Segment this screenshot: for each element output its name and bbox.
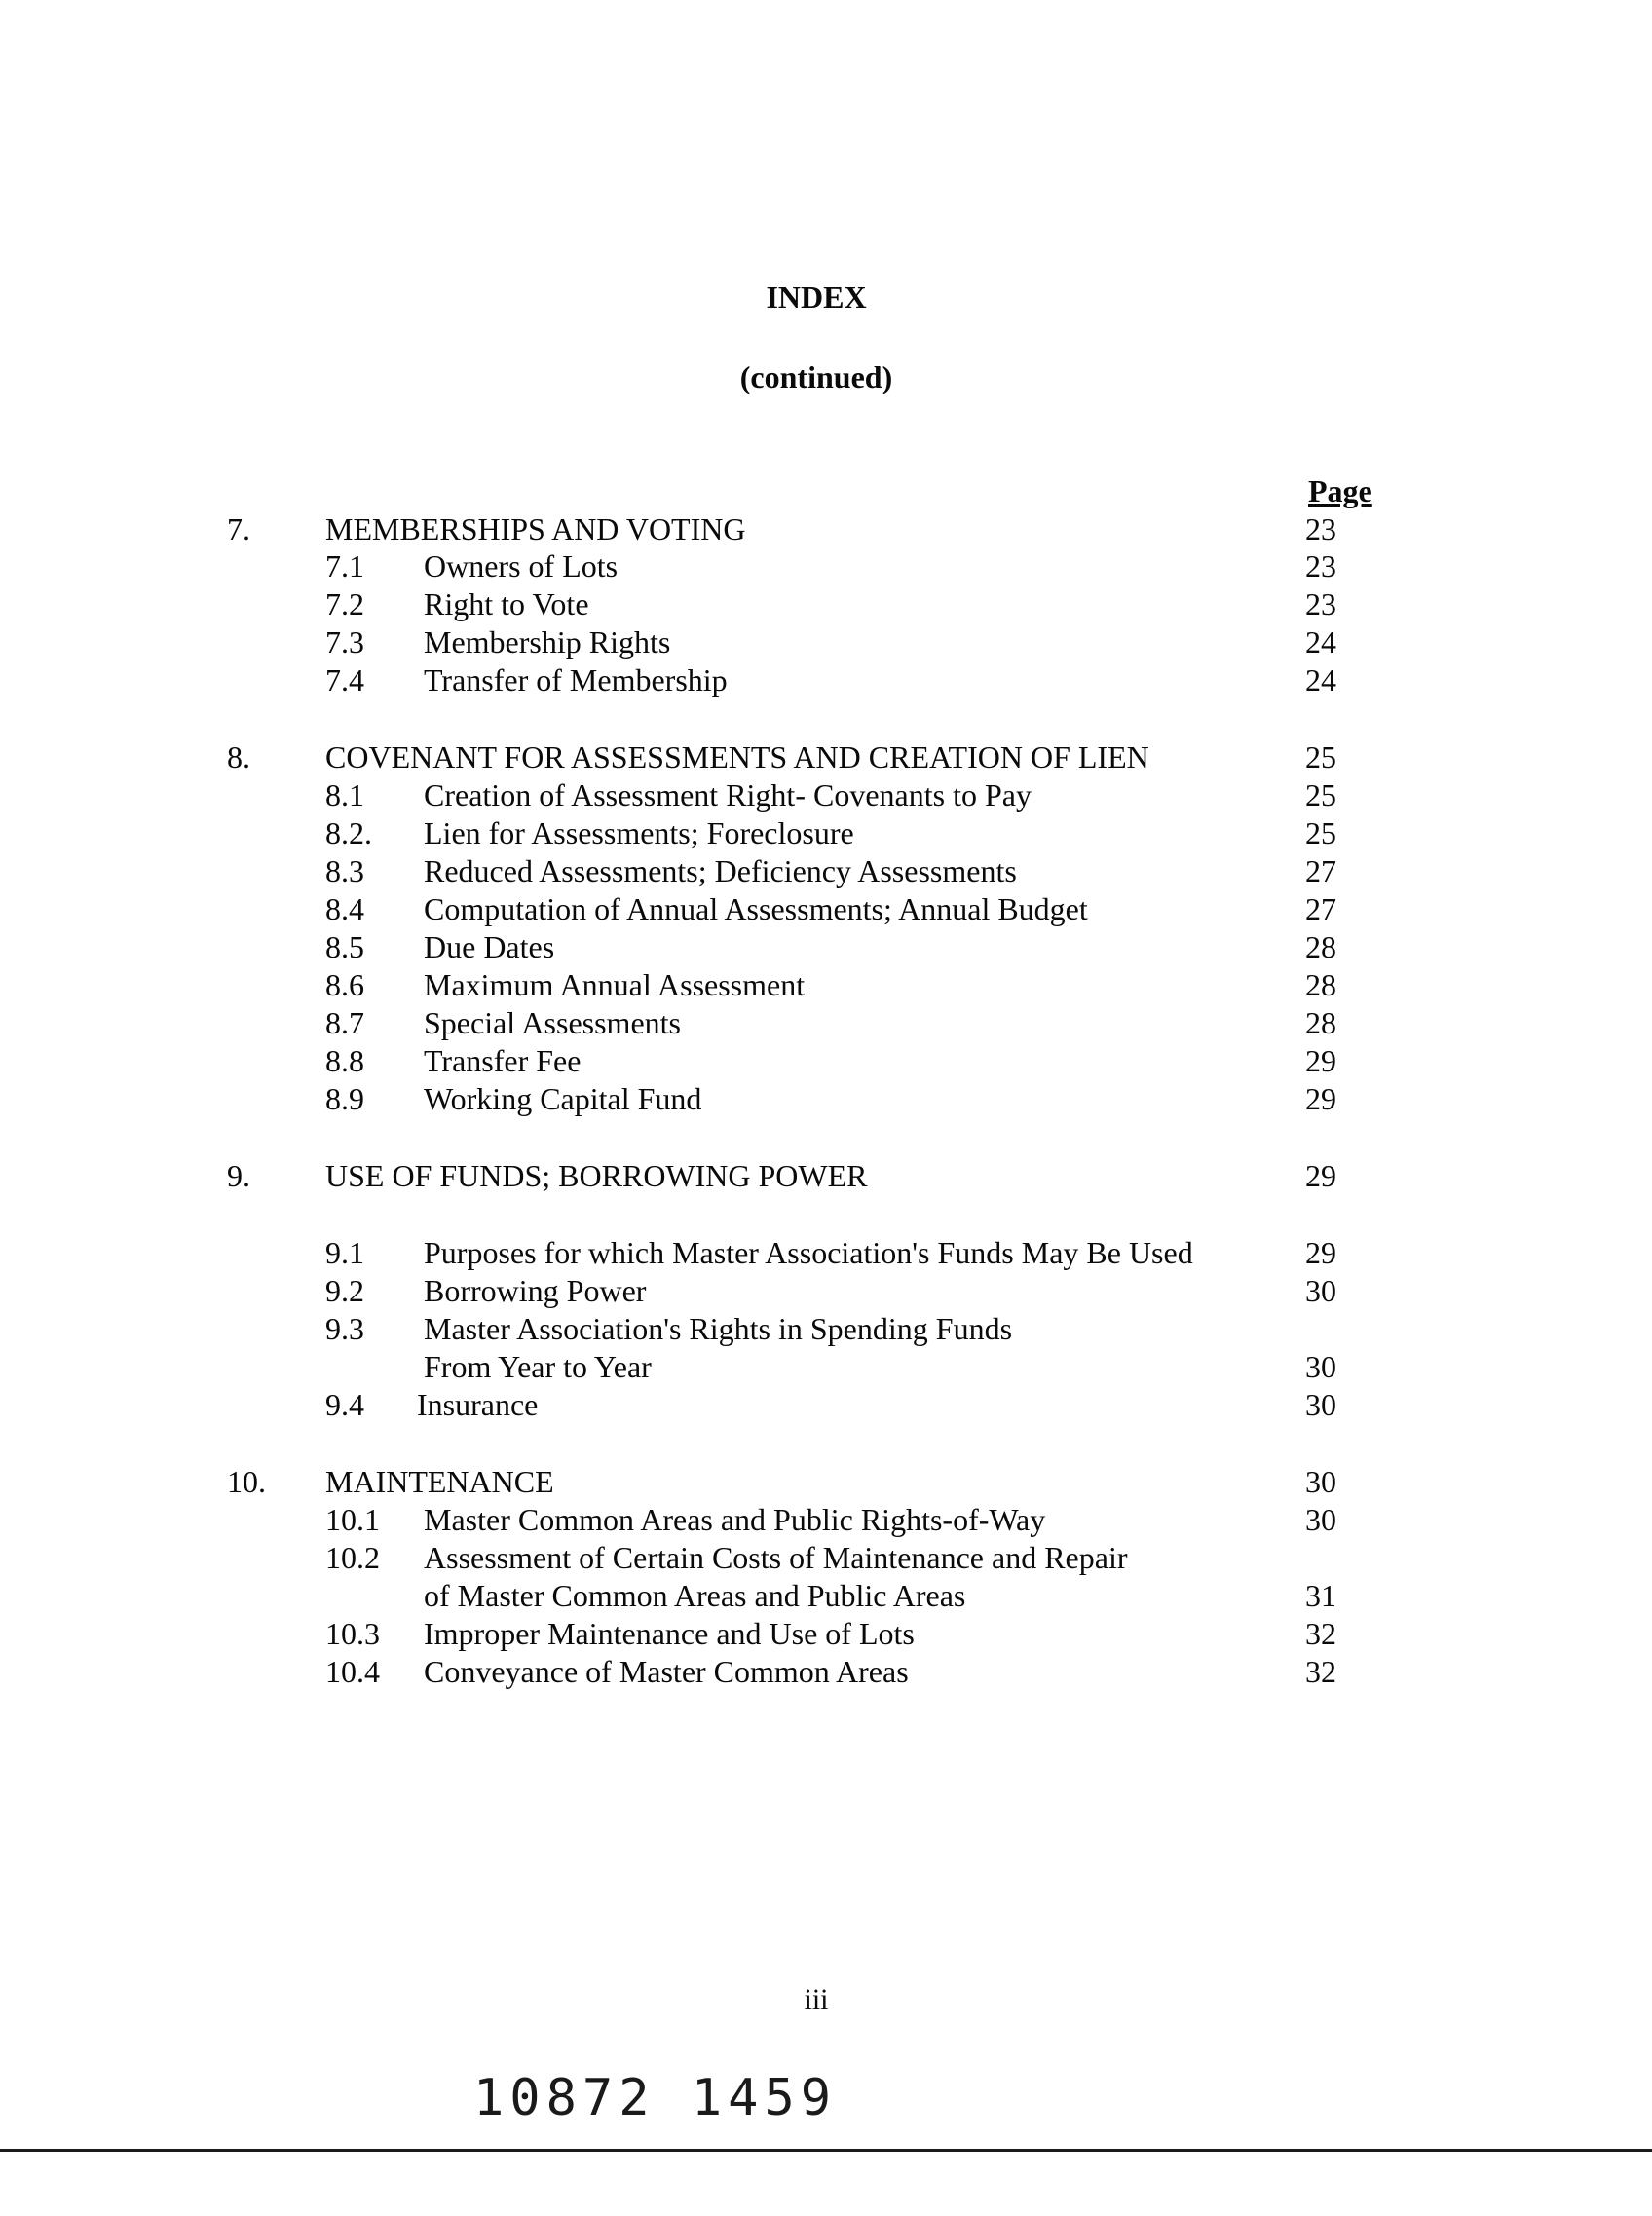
- toc-entry-page: 23: [1305, 511, 1336, 546]
- toc-entry-title: Special Assessments: [424, 1005, 681, 1040]
- toc-entry-number: 10.2: [325, 1540, 380, 1575]
- toc-subsection-row: [0, 546, 1652, 585]
- toc-entry-title: Transfer of Membership: [424, 662, 728, 697]
- toc-entry-title: Improper Maintenance and Use of Lots: [424, 1616, 915, 1651]
- toc-entry-page: 28: [1305, 1005, 1336, 1040]
- toc-section-row: [0, 1156, 1652, 1195]
- toc-entry-title: Master Association's Rights in Spending Funds: [424, 1311, 1013, 1346]
- toc-subsection-row: [0, 1041, 1652, 1080]
- toc-entry-number: 10.: [227, 1464, 266, 1499]
- toc-subsection-row: [0, 1538, 1652, 1577]
- toc-entry-number: 7.4: [325, 662, 364, 697]
- toc-subsection-row: [0, 775, 1652, 814]
- toc-entry-number: 9.4: [325, 1387, 364, 1422]
- toc-entry-title: Owners of Lots: [424, 548, 619, 583]
- toc-entry-number: 9.2: [325, 1273, 364, 1308]
- index-subtitle: (continued): [739, 359, 893, 394]
- toc-entry-title: of Master Common Areas and Public Areas: [424, 1578, 966, 1613]
- toc-entry-title: Creation of Assessment Right- Covenants to Pay: [424, 777, 1032, 812]
- toc-entry-number: 7.3: [325, 624, 364, 659]
- toc-entry-number: 8.6: [325, 967, 364, 1002]
- toc-subsection-row: [0, 1271, 1652, 1310]
- toc-subsection-row: [0, 1309, 1652, 1348]
- page-column-header: Page: [1308, 473, 1372, 508]
- toc-entry-title: Borrowing Power: [424, 1273, 647, 1308]
- toc-entry-page: 28: [1305, 929, 1336, 964]
- toc-entry-page: 28: [1305, 967, 1336, 1002]
- toc-entry-page: 32: [1305, 1654, 1336, 1689]
- toc-entry-title: Lien for Assessments; Foreclosure: [424, 815, 854, 850]
- toc-entry-page: 30: [1305, 1464, 1336, 1499]
- toc-entry-title: Computation of Annual Assessments; Annual Budget: [424, 891, 1088, 926]
- toc-entry-title: MAINTENANCE: [325, 1464, 554, 1499]
- toc-entry-number: 10.3: [325, 1616, 380, 1651]
- index-title: INDEX: [766, 280, 867, 315]
- toc-subsection-row: [0, 1347, 1652, 1386]
- toc-entry-page: 23: [1305, 548, 1336, 583]
- toc-entry-title: Reduced Assessments; Deficiency Assessments: [424, 853, 1017, 888]
- toc-subsection-row: [0, 927, 1652, 966]
- toc-entry-number: 9.: [227, 1158, 250, 1193]
- toc-entry-title: Master Common Areas and Public Rights-of-Way: [424, 1502, 1046, 1537]
- toc-entry-page: 32: [1305, 1616, 1336, 1651]
- toc-entry-number: 8.1: [325, 777, 364, 812]
- toc-section-row: [0, 1462, 1652, 1501]
- toc-entry-title: Assessment of Certain Costs of Maintenance and Repair: [424, 1540, 1128, 1575]
- toc-entry-number: 10.4: [325, 1654, 380, 1689]
- toc-entry-number: 9.3: [325, 1311, 364, 1346]
- toc-subsection-row: [0, 1576, 1652, 1615]
- toc-entry-number: 8.9: [325, 1081, 364, 1116]
- toc-entry-title: Maximum Annual Assessment: [424, 967, 806, 1002]
- toc-entry-number: 8.3: [325, 853, 364, 888]
- toc-entry-page: 25: [1305, 739, 1336, 774]
- toc-subsection-row: [0, 1003, 1652, 1042]
- toc-entry-page: 24: [1305, 662, 1336, 697]
- toc-subsection-row: [0, 1614, 1652, 1653]
- toc-entry-number: 8.2.: [325, 815, 372, 850]
- toc-entry-title: Insurance: [417, 1387, 539, 1422]
- toc-entry-number: 8.: [227, 739, 250, 774]
- toc-section-row: [0, 509, 1652, 548]
- toc-entry-title: Membership Rights: [424, 624, 671, 659]
- toc-subsection-row: [0, 1385, 1652, 1424]
- toc-entry-title: Working Capital Fund: [424, 1081, 702, 1116]
- toc-entry-page: 23: [1305, 586, 1336, 621]
- toc-entry-page: 30: [1305, 1502, 1336, 1537]
- toc-entry-title: Due Dates: [424, 929, 555, 964]
- document-stamp: 10872 1459: [473, 2069, 838, 2127]
- toc-subsection-row: [0, 1233, 1652, 1272]
- toc-entry-title: USE OF FUNDS; BORROWING POWER: [325, 1158, 868, 1193]
- toc-entry-page: 29: [1305, 1081, 1336, 1116]
- toc-entry-title: Transfer Fee: [424, 1043, 582, 1078]
- toc-entry-title: From Year to Year: [424, 1349, 652, 1384]
- toc-entry-page: 27: [1305, 891, 1336, 926]
- toc-entry-number: 9.1: [325, 1235, 364, 1270]
- toc-entry-title: Purposes for which Master Association's Funds May Be Used: [424, 1235, 1193, 1270]
- toc-section-row: [0, 737, 1652, 776]
- toc-entry-page: 29: [1305, 1235, 1336, 1270]
- toc-entry-page: 25: [1305, 815, 1336, 850]
- toc-entry-number: 7.: [227, 511, 250, 546]
- toc-subsection-row: [0, 660, 1652, 699]
- toc-entry-number: 7.2: [325, 586, 364, 621]
- toc-entry-page: 29: [1305, 1043, 1336, 1078]
- toc-entry-number: 7.1: [325, 548, 364, 583]
- toc-subsection-row: [0, 1652, 1652, 1691]
- toc-subsection-row: [0, 584, 1652, 623]
- toc-entry-page: 29: [1305, 1158, 1336, 1193]
- toc-entry-number: 10.1: [325, 1502, 380, 1537]
- toc-subsection-row: [0, 889, 1652, 928]
- toc-entry-page: 27: [1305, 853, 1336, 888]
- toc-entry-page: 30: [1305, 1349, 1336, 1384]
- toc-entry-title: Right to Vote: [424, 586, 589, 621]
- toc-entry-page: 30: [1305, 1387, 1336, 1422]
- toc-subsection-row: [0, 1079, 1652, 1118]
- toc-entry-number: 8.4: [325, 891, 364, 926]
- toc-entry-number: 8.8: [325, 1043, 364, 1078]
- toc-entry-number: 8.7: [325, 1005, 364, 1040]
- toc-subsection-row: [0, 813, 1652, 852]
- toc-entry-number: 8.5: [325, 929, 364, 964]
- toc-subsection-row: [0, 622, 1652, 661]
- toc-entry-page: 30: [1305, 1273, 1336, 1308]
- toc-entry-page: 25: [1305, 777, 1336, 812]
- toc-subsection-row: [0, 1500, 1652, 1539]
- toc-entry-title: Conveyance of Master Common Areas: [424, 1654, 909, 1689]
- toc-subsection-row: [0, 965, 1652, 1004]
- toc-entry-page: 24: [1305, 624, 1336, 659]
- toc-entry-page: 31: [1305, 1578, 1336, 1613]
- bottom-rule: [0, 2149, 1652, 2152]
- toc-subsection-row: [0, 851, 1652, 890]
- toc-entry-title: COVENANT FOR ASSESSMENTS AND CREATION OF LIEN: [325, 739, 1149, 774]
- page-number: iii: [804, 1983, 829, 2015]
- toc-entry-title: MEMBERSHIPS AND VOTING: [325, 511, 746, 546]
